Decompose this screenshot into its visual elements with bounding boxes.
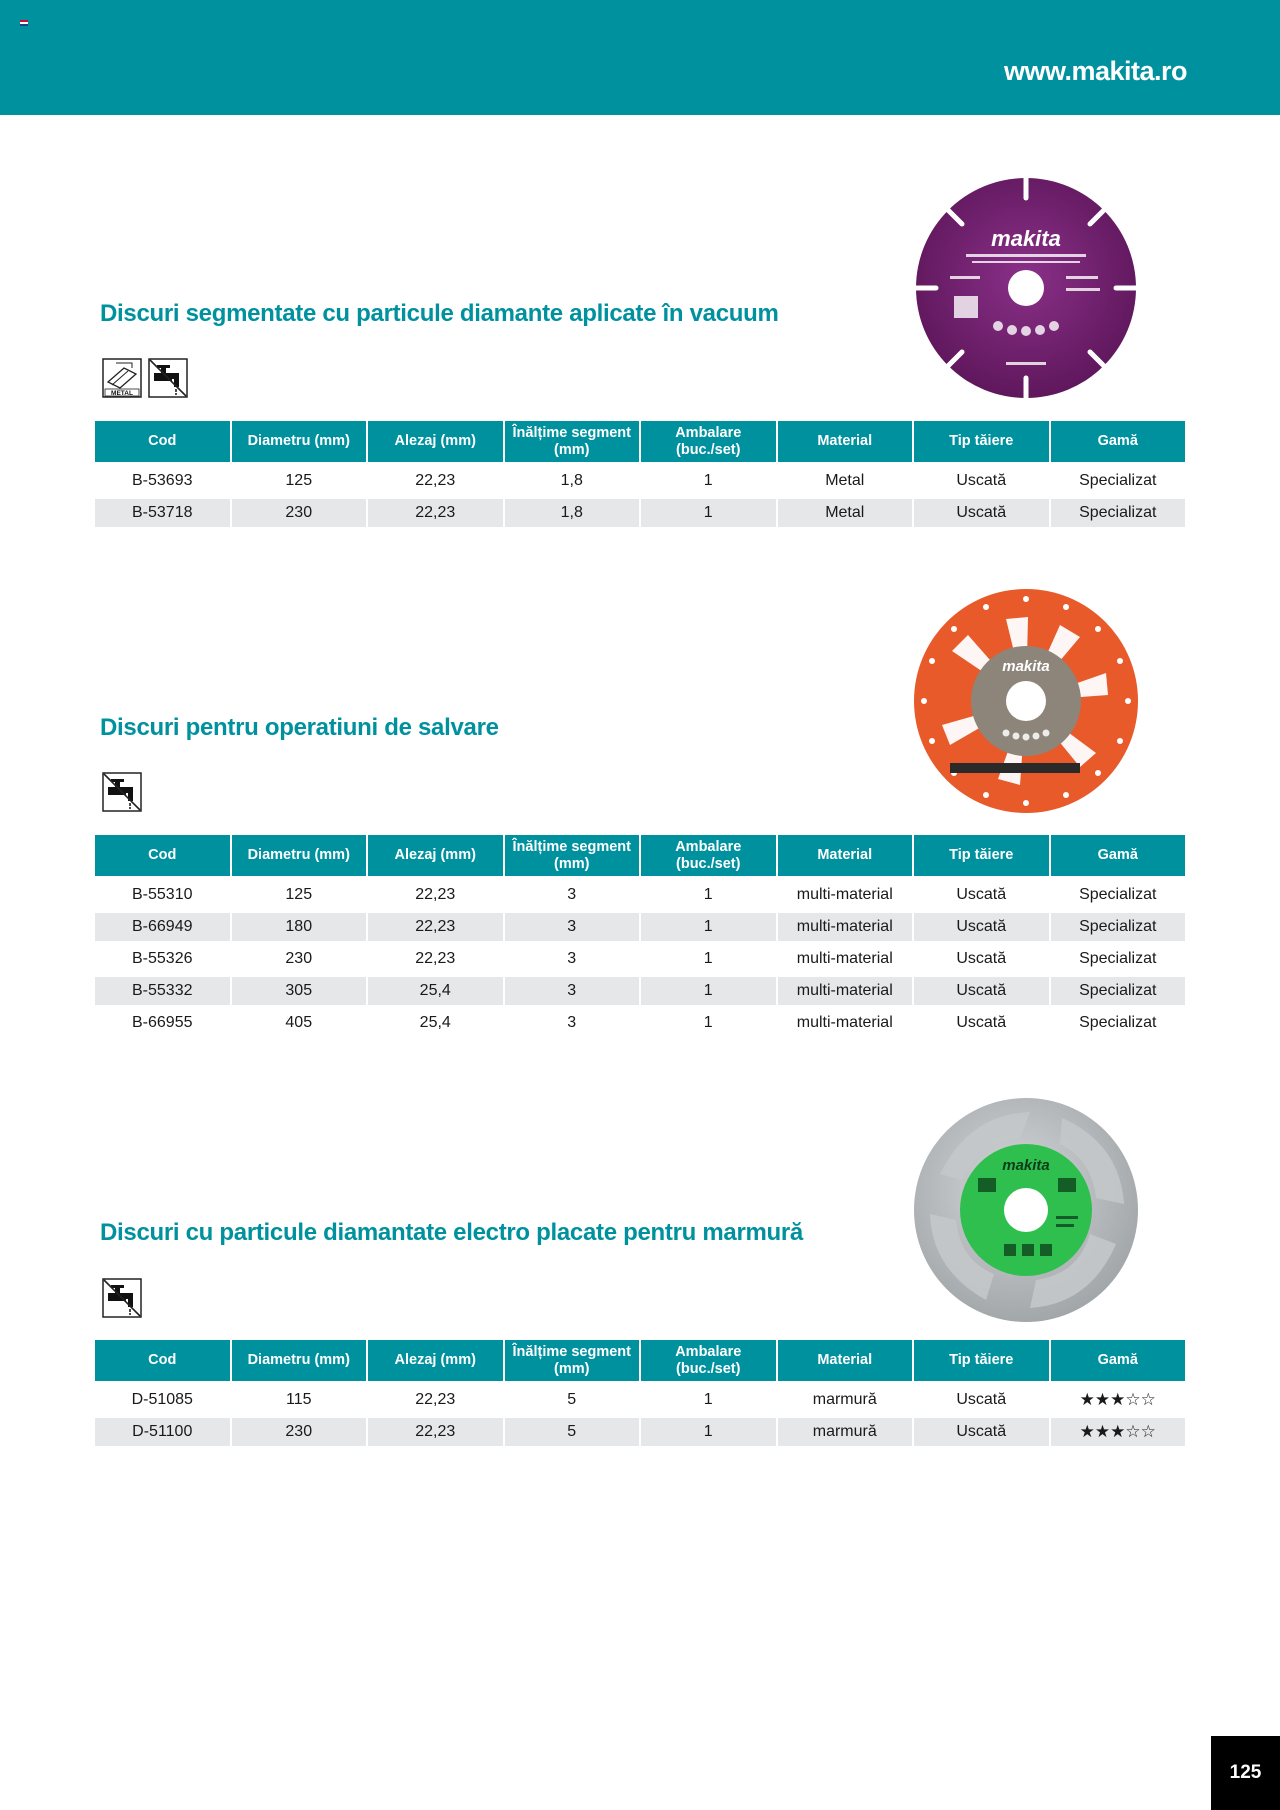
- col-inaltime-segment: Înălțime segment (mm): [505, 1340, 640, 1386]
- website-url[interactable]: www.makita.ro: [1003, 56, 1187, 86]
- usage-icons: [102, 1278, 142, 1318]
- cell-diametru: 230: [232, 1418, 367, 1450]
- cell-tip-taiere: Uscată: [914, 1418, 1049, 1450]
- purple-segmented-disc-image: [910, 172, 1142, 404]
- cell-tip-taiere: Uscată: [914, 977, 1049, 1009]
- cell-ambalare: 1: [641, 1009, 776, 1041]
- cell-material: multi-material: [778, 945, 913, 977]
- cell-inaltime: 3: [505, 945, 640, 977]
- cell-alezaj: 22,23: [368, 499, 503, 531]
- no-water-icon: [148, 358, 188, 398]
- cell-alezaj: 22,23: [368, 913, 503, 945]
- cell-inaltime: 5: [505, 1418, 640, 1450]
- no-water-icon: [102, 1278, 142, 1318]
- table-row: [95, 467, 1185, 499]
- cell-ambalare: 1: [641, 913, 776, 945]
- cell-tip-taiere: Uscată: [914, 1386, 1049, 1418]
- usage-icons: [102, 358, 188, 398]
- table-row: [95, 1386, 1185, 1418]
- col-material: Material: [778, 421, 913, 467]
- cell-gama: Specializat: [1051, 977, 1186, 1009]
- section-title-marble-discs: Discuri cu particule diamantate electro placate pentru marmură: [100, 1219, 803, 1246]
- cell-gama: Specializat: [1051, 881, 1186, 913]
- cell-cod: B-66955: [95, 1009, 230, 1041]
- col-cod: Cod: [95, 835, 230, 881]
- rating-stars-icon: ★★★☆☆: [1079, 1422, 1156, 1441]
- cell-alezaj: 22,23: [368, 881, 503, 913]
- no-water-icon: [102, 772, 142, 812]
- col-ambalare: Ambalare (buc./set): [641, 835, 776, 881]
- col-tip-taiere: Tip tăiere: [914, 1340, 1049, 1386]
- orange-rescue-disc-image: [910, 585, 1142, 817]
- marble-disc-image: [910, 1094, 1142, 1326]
- cell-material: marmură: [778, 1418, 913, 1450]
- cell-inaltime: 1,8: [505, 467, 640, 499]
- cell-alezaj: 25,4: [368, 977, 503, 1009]
- cell-ambalare: 1: [641, 467, 776, 499]
- svg-text:makita: makita: [1002, 1157, 1050, 1174]
- col-diametru: Diametru (mm): [232, 835, 367, 881]
- cell-diametru: 230: [232, 945, 367, 977]
- cell-inaltime: 5: [505, 1386, 640, 1418]
- cell-cod: B-53718: [95, 499, 230, 531]
- col-gama: Gamă: [1051, 421, 1186, 467]
- cell-gama: Specializat: [1051, 913, 1186, 945]
- svg-text:makita: makita: [1002, 658, 1050, 675]
- usage-icons: [102, 772, 142, 812]
- table-row: [95, 945, 1185, 977]
- cell-ambalare: 1: [641, 1386, 776, 1418]
- cell-inaltime: 3: [505, 1009, 640, 1041]
- cell-ambalare: 1: [641, 977, 776, 1009]
- section-title-vacuum-discs: Discuri segmentate cu particule diamante aplicate în vacuum: [100, 300, 779, 327]
- rating-stars-icon: ★★★☆☆: [1079, 1390, 1156, 1409]
- cell-cod: B-55332: [95, 977, 230, 1009]
- svg-text:METAL: METAL: [111, 390, 133, 397]
- cell-gama: Specializat: [1051, 945, 1186, 977]
- spec-table-vacuum-discs: [93, 421, 1187, 531]
- table-row: [95, 1418, 1185, 1450]
- cell-material: multi-material: [778, 977, 913, 1009]
- cell-tip-taiere: Uscată: [914, 913, 1049, 945]
- col-ambalare: Ambalare (buc./set): [641, 1340, 776, 1386]
- cell-ambalare: 1: [641, 945, 776, 977]
- cell-tip-taiere: Uscată: [914, 1009, 1049, 1041]
- cell-gama: Specializat: [1051, 1009, 1186, 1041]
- col-alezaj: Alezaj (mm): [368, 1340, 503, 1386]
- cell-cod: B-53693: [95, 467, 230, 499]
- cell-ambalare: 1: [641, 1418, 776, 1450]
- table-header-row: [95, 835, 1185, 881]
- cell-diametru: 405: [232, 1009, 367, 1041]
- cell-alezaj: 22,23: [368, 945, 503, 977]
- cell-tip-taiere: Uscată: [914, 499, 1049, 531]
- cell-material: Metal: [778, 467, 913, 499]
- col-ambalare: Ambalare (buc./set): [641, 421, 776, 467]
- cell-material: multi-material: [778, 881, 913, 913]
- table-header-row: [95, 421, 1185, 467]
- col-tip-taiere: Tip tăiere: [914, 421, 1049, 467]
- cell-gama: Specializat: [1051, 467, 1186, 499]
- cell-cod: B-55310: [95, 881, 230, 913]
- col-tip-taiere: Tip tăiere: [914, 835, 1049, 881]
- table-row: [95, 1009, 1185, 1041]
- cell-inaltime: 3: [505, 881, 640, 913]
- cell-tip-taiere: Uscată: [914, 467, 1049, 499]
- cell-gama: Specializat: [1051, 499, 1186, 531]
- romanian-flag-icon: [20, 20, 28, 26]
- cell-cod: D-51085: [95, 1386, 230, 1418]
- col-material: Material: [778, 1340, 913, 1386]
- metal-material-icon: [102, 358, 142, 398]
- cell-diametru: 180: [232, 913, 367, 945]
- cell-inaltime: 1,8: [505, 499, 640, 531]
- cell-diametru: 115: [232, 1386, 367, 1418]
- table-row: [95, 977, 1185, 1009]
- col-cod: Cod: [95, 1340, 230, 1386]
- cell-diametru: 125: [232, 881, 367, 913]
- cell-ambalare: 1: [641, 499, 776, 531]
- svg-text:makita: makita: [991, 226, 1061, 251]
- col-diametru: Diametru (mm): [232, 421, 367, 467]
- col-gama: Gamă: [1051, 835, 1186, 881]
- cell-material: marmură: [778, 1386, 913, 1418]
- col-inaltime-segment: Înălțime segment (mm): [505, 835, 640, 881]
- cell-diametru: 230: [232, 499, 367, 531]
- cell-alezaj: 22,23: [368, 1386, 503, 1418]
- col-inaltime-segment: Înălțime segment (mm): [505, 421, 640, 467]
- cell-cod: B-66949: [95, 913, 230, 945]
- col-alezaj: Alezaj (mm): [368, 421, 503, 467]
- table-row: [95, 913, 1185, 945]
- col-gama: Gamă: [1051, 1340, 1186, 1386]
- cell-alezaj: 22,23: [368, 467, 503, 499]
- table-row: [95, 499, 1185, 531]
- col-alezaj: Alezaj (mm): [368, 835, 503, 881]
- cell-material: multi-material: [778, 913, 913, 945]
- cell-inaltime: 3: [505, 977, 640, 1009]
- spec-table-marble-discs: [93, 1340, 1187, 1450]
- page-header: [0, 0, 1280, 115]
- cell-alezaj: 22,23: [368, 1418, 503, 1450]
- table-header-row: [95, 1340, 1185, 1386]
- cell-tip-taiere: Uscată: [914, 945, 1049, 977]
- cell-ambalare: 1: [641, 881, 776, 913]
- cell-gama: [1051, 1418, 1186, 1450]
- cell-material: multi-material: [778, 1009, 913, 1041]
- cell-material: Metal: [778, 499, 913, 531]
- col-cod: Cod: [95, 421, 230, 467]
- cell-gama: [1051, 1386, 1186, 1418]
- cell-cod: B-55326: [95, 945, 230, 977]
- cell-cod: D-51100: [95, 1418, 230, 1450]
- page-number: 125: [1211, 1736, 1280, 1810]
- cell-alezaj: 25,4: [368, 1009, 503, 1041]
- col-material: Material: [778, 835, 913, 881]
- col-diametru: Diametru (mm): [232, 1340, 367, 1386]
- section-title-rescue-discs: Discuri pentru operatiuni de salvare: [100, 714, 499, 741]
- cell-tip-taiere: Uscată: [914, 881, 1049, 913]
- table-row: [95, 881, 1185, 913]
- cell-inaltime: 3: [505, 913, 640, 945]
- spec-table-rescue-discs: [93, 835, 1187, 1041]
- cell-diametru: 305: [232, 977, 367, 1009]
- cell-diametru: 125: [232, 467, 367, 499]
